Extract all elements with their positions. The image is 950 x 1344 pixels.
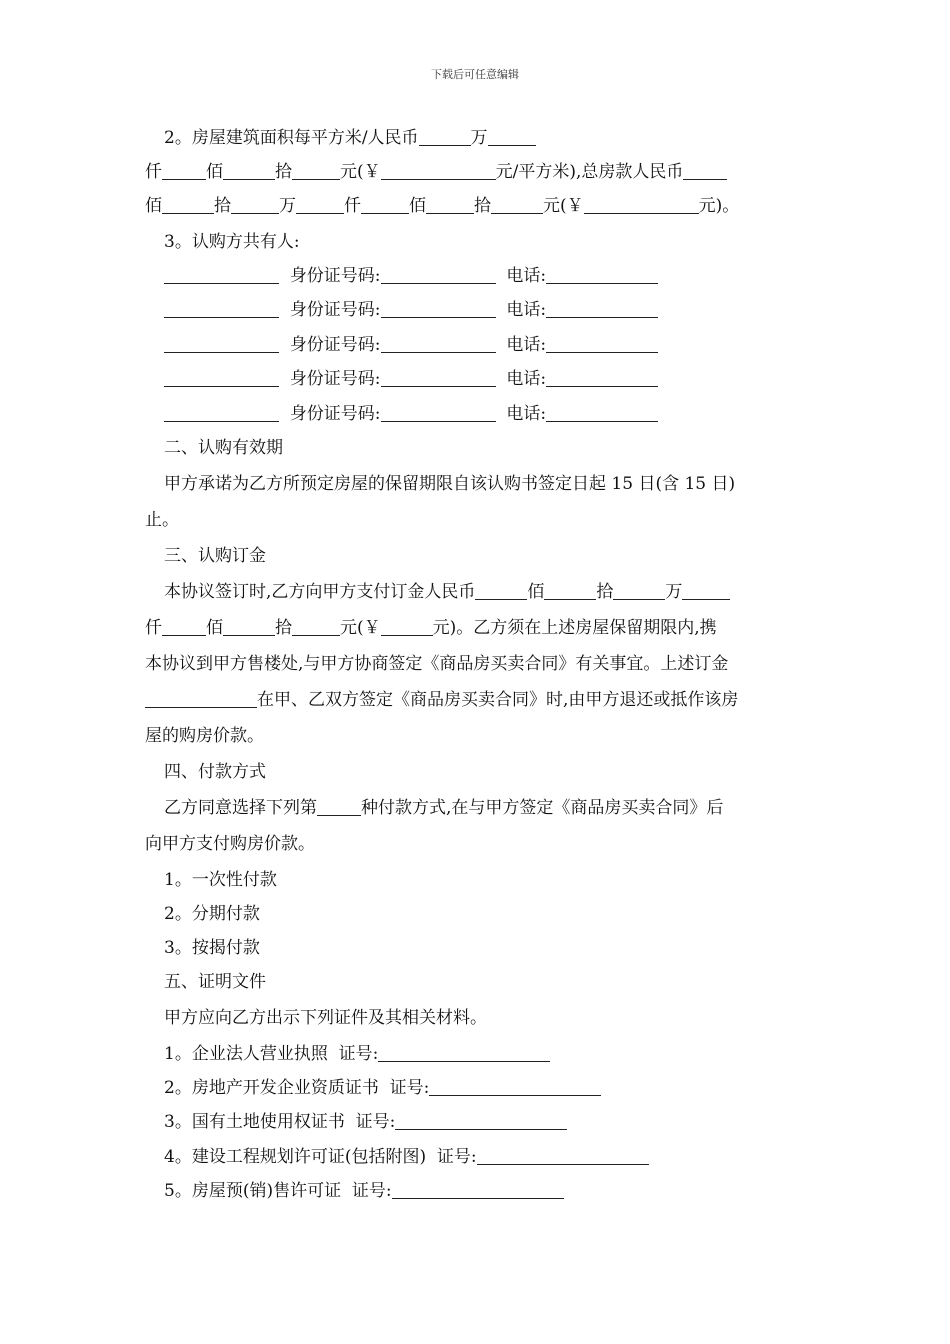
blank (544, 582, 596, 600)
validity-text-1: 甲方承诺为乙方所预定房屋的保留期限自该认购书签定日起 15 日(含 15 日) (164, 474, 736, 494)
blank (419, 128, 471, 146)
blank (162, 162, 206, 180)
tel-blank (546, 300, 658, 318)
per-sqm-label: 元/平方米),总房款人民币 (495, 162, 684, 182)
id-label: 身份证号码: (289, 369, 381, 389)
cert-number-blank (429, 1078, 601, 1096)
buyer-row (145, 266, 658, 286)
name-blank (164, 369, 279, 387)
deposit-line-4 (145, 690, 738, 710)
payment-heading: 四、付款方式 (164, 762, 266, 782)
blank (292, 162, 340, 180)
tel-label: 电话: (506, 369, 547, 389)
blank (613, 582, 665, 600)
id-label: 身份证号码: (289, 404, 381, 424)
deposit-label: 本协议签订时,乙方向甲方支付订金人民币 (164, 582, 476, 602)
unit-shi: 拾 (474, 196, 491, 216)
unit-qian: 仟 (145, 162, 162, 182)
deposit-heading: 三、认购订金 (164, 546, 266, 566)
name-blank (164, 266, 279, 284)
deposit-text: 元)。乙方须在上述房屋保留期限内,携 (432, 618, 717, 638)
name-blank (164, 404, 279, 422)
blank (426, 196, 474, 214)
blank (292, 618, 340, 636)
unit-shi: 拾 (275, 162, 292, 182)
unit-wan: 万 (470, 128, 488, 148)
price-line-3 (145, 196, 739, 216)
tel-blank (546, 266, 658, 284)
unit-shi: 拾 (214, 196, 231, 216)
blank (231, 196, 279, 214)
document-label: 4。建设工程规划许可证(包括附图) 证号: (164, 1147, 477, 1167)
payment-line-1 (145, 798, 723, 818)
tel-label: 电话: (506, 266, 547, 286)
cert-number-blank (395, 1112, 567, 1130)
price-line-1 (145, 128, 536, 148)
payment-option: 2。分期付款 (164, 904, 260, 924)
name-blank (164, 335, 279, 353)
blank (162, 196, 214, 214)
cert-number-blank (477, 1147, 649, 1165)
blank (488, 128, 536, 146)
id-blank (381, 369, 496, 387)
document-label: 2。房地产开发企业资质证书 证号: (164, 1078, 430, 1098)
document-item (145, 1147, 649, 1167)
deposit-line-5: 屋的购房价款。 (145, 726, 264, 746)
blank (317, 798, 361, 816)
unit-shi: 拾 (275, 618, 292, 638)
unit-qian: 仟 (145, 618, 162, 638)
blank (162, 618, 206, 636)
payment-line-2: 向甲方支付购房价款。 (145, 834, 315, 854)
validity-heading: 二、认购有效期 (164, 438, 283, 458)
unit-wan: 万 (665, 582, 683, 602)
blank (223, 162, 275, 180)
payment-option: 1。一次性付款 (164, 870, 277, 890)
tel-label: 电话: (506, 404, 547, 424)
buyer-row (145, 335, 658, 355)
cert-number-blank (378, 1044, 550, 1062)
unit-bai: 佰 (409, 196, 426, 216)
deposit-line-2 (145, 618, 717, 638)
document-label: 3。国有土地使用权证书 证号: (164, 1112, 396, 1132)
blank (223, 618, 275, 636)
blank (145, 690, 257, 708)
blank (683, 162, 727, 180)
id-label: 身份证号码: (289, 335, 381, 355)
buyers-heading: 3。认购方共有人: (164, 232, 300, 252)
tel-label: 电话: (506, 335, 547, 355)
unit-yuan-yen: 元(￥ (340, 162, 381, 182)
id-blank (381, 300, 496, 318)
deposit-line-3: 本协议到甲方售楼处,与甲方协商签定《商品房买卖合同》有关事宜。上述订金 (145, 654, 729, 674)
document-item (145, 1078, 601, 1098)
document-item (145, 1044, 550, 1064)
buyer-row (145, 404, 658, 424)
unit-bai: 佰 (206, 618, 223, 638)
blank (361, 196, 409, 214)
blank (381, 162, 496, 180)
id-blank (381, 404, 496, 422)
deposit-line-1 (145, 582, 730, 602)
documents-heading: 五、证明文件 (164, 972, 266, 992)
tel-blank (546, 404, 658, 422)
blank (475, 582, 527, 600)
document-label: 1。企业法人营业执照 证号: (164, 1044, 379, 1064)
unit-qian: 仟 (344, 196, 361, 216)
payment-option: 3。按揭付款 (164, 938, 260, 958)
deposit-text: 在甲、乙双方签定《商品房买卖合同》时,由甲方退还或抵作该房 (257, 690, 739, 710)
unit-bai: 佰 (145, 196, 162, 216)
document-item (145, 1112, 567, 1132)
blank (584, 196, 699, 214)
document-label: 5。房屋预(销)售许可证 证号: (164, 1181, 392, 1201)
id-label: 身份证号码: (289, 300, 381, 320)
blank (296, 196, 344, 214)
page-header: 下载后可任意编辑 (431, 68, 519, 81)
unit-wan: 万 (279, 196, 296, 216)
id-blank (381, 266, 496, 284)
id-label: 身份证号码: (289, 266, 381, 286)
payment-text: 种付款方式,在与甲方签定《商品房买卖合同》后 (361, 798, 724, 818)
name-blank (164, 300, 279, 318)
tel-blank (546, 369, 658, 387)
buyer-row (145, 369, 658, 389)
unit-yuan-yen: 元(￥ (543, 196, 584, 216)
payment-label: 乙方同意选择下列第 (164, 798, 317, 818)
unit-shi: 拾 (596, 582, 614, 602)
blank (491, 196, 543, 214)
cert-number-blank (392, 1181, 564, 1199)
price-line-2 (145, 162, 727, 182)
buyer-row (145, 300, 658, 320)
tel-blank (546, 335, 658, 353)
price-label: 2。房屋建筑面积每平方米/人民币 (164, 128, 419, 148)
blank (381, 618, 433, 636)
unit-end: 元)。 (698, 196, 740, 216)
unit-bai: 佰 (527, 582, 545, 602)
blank (682, 582, 730, 600)
tel-label: 电话: (506, 300, 547, 320)
id-blank (381, 335, 496, 353)
validity-text-2: 止。 (145, 510, 179, 530)
documents-intro: 甲方应向乙方出示下列证件及其相关材料。 (164, 1008, 487, 1028)
unit-bai: 佰 (206, 162, 223, 182)
unit-yuan-yen: 元(￥ (340, 618, 381, 638)
document-item (145, 1181, 564, 1201)
